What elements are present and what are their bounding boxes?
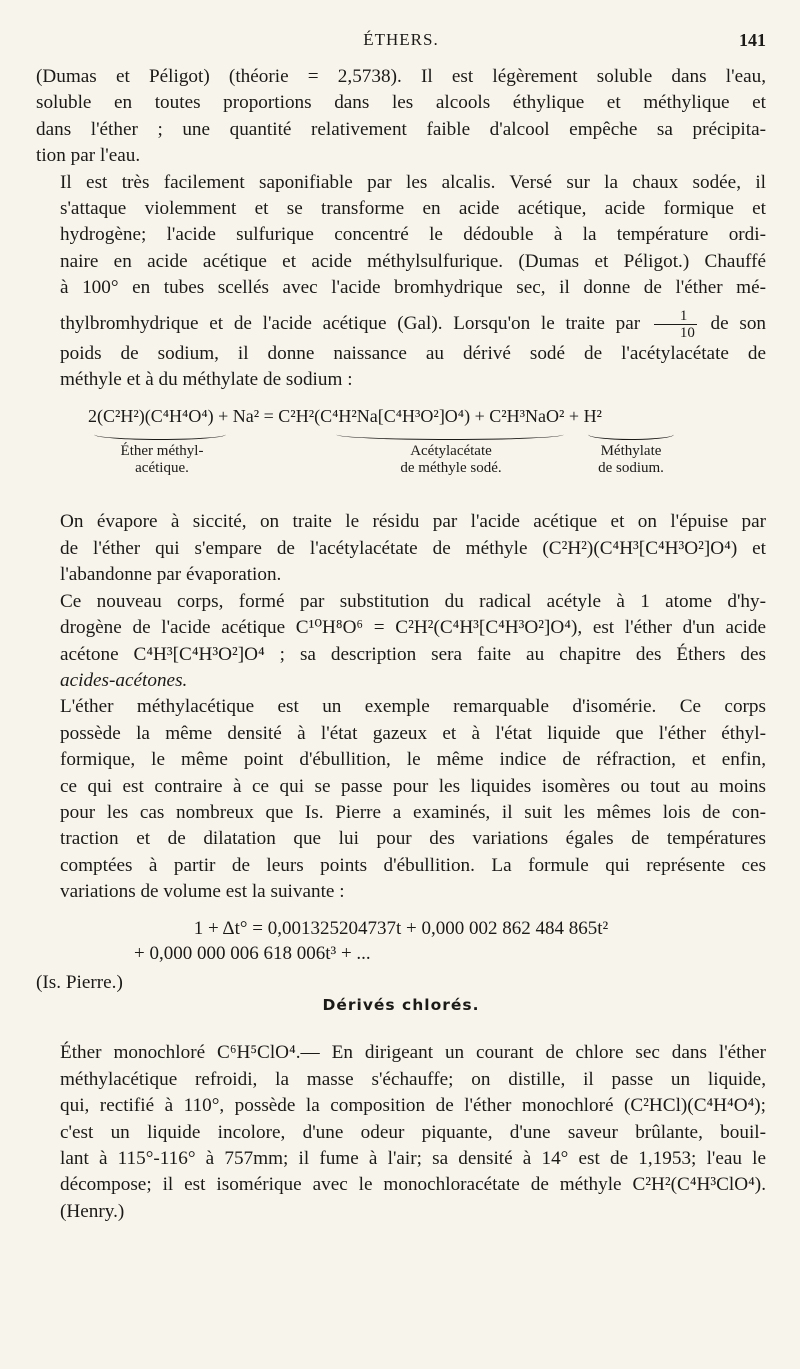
text-line: drogène de l'acide acétique C¹⁰H⁸O⁶ = C²H²(C⁴H³[C⁴H³O²]O⁴), est l'éther d'un acide (60, 617, 766, 639)
label-line: Méthylate (600, 443, 662, 460)
text-line: naire en acide acétique et acide méthylsulfurique. (Dumas et Péligot.) Chauffé (60, 250, 766, 272)
text-line: à 100° en tubes scellés avec l'acide bromhydrique sec, il donne de l'éther mé- (60, 277, 766, 299)
paragraph-3 (36, 509, 766, 588)
text-fragment: de son (710, 312, 767, 334)
text-line: méthyle et à du méthylate de sodium : (60, 369, 353, 391)
text-line: de l'éther qui s'empare de l'acétylacétate de méthyle (C²H²)(C⁴H³[C⁴H³O²]O⁴) et (60, 537, 766, 559)
equation-line: 2(C²H²)(C⁴H⁴O⁴) + Na² = C²H²(C⁴H²Na[C⁴H³O²]O⁴) + C²H³NaO² + H² (88, 406, 602, 427)
brace (94, 429, 226, 440)
volume-formula-line-1: 1 + Δt° = 0,001325204737t + 0,000 002 862 484 865t² (193, 917, 609, 939)
paragraph-4 (36, 589, 766, 695)
text-line: possède la même densité à l'état gazeux et à l'état liquide que l'éther éthyl- (60, 722, 766, 744)
text-line: méthylacétique refroidi, la masse s'échauffe; on distille, il passe un liquide, (60, 1068, 766, 1090)
paragraph-5 (36, 694, 766, 905)
text-line (36, 668, 766, 694)
page-body (36, 64, 766, 1225)
text-line: hydrogène; l'acide sulfurique concentré le dédouble à la température ordi- (60, 224, 766, 246)
label-line: acétique. (135, 460, 189, 477)
section-title: Dérivés chlorés. (322, 995, 480, 1014)
text-line: (Henry.) (60, 1200, 125, 1222)
text-line: On évapore à siccité, on traite le résidu par l'acide acétique et on l'épuise par (60, 511, 766, 533)
text-line: (Dumas et Péligot) (théorie = 2,5738). Il est légèrement soluble dans l'eau, (36, 66, 766, 87)
label-line: de sodium. (598, 460, 664, 477)
page-header (36, 30, 766, 56)
text-line: Il est très facilement saponifiable par les alcalis. Versé sur la chaux sodée, il (60, 171, 766, 193)
running-title: ÉTHERS. (363, 30, 439, 49)
text-line: comptées à partir de leurs points d'ébullition. La formule qui représente ces (60, 854, 766, 876)
text-line: s'attaque violemment et se transforme en acide acétique, acide formique et (60, 198, 766, 220)
text-line: Éther monochloré C⁶H⁵ClO⁴.— En dirigeant un courant de chlore sec dans l'éther (60, 1042, 766, 1064)
paragraph-1 (36, 64, 766, 170)
text-line: décompose; il est isomérique avec le monochloracétate de méthyle C²H²(C⁴H³ClO⁴). (60, 1174, 766, 1196)
italic-text: acides-acétones. (60, 669, 188, 691)
text-line: ce qui est contraire à ce qui se passe pour les liquides isomères ou tout au moins (60, 775, 766, 797)
text-line: L'éther méthylacétique est un exemple remarquable d'isomérie. Ce corps (60, 696, 766, 718)
volume-formula-line-2: + 0,000 000 006 618 006t³ + ... (134, 942, 371, 964)
brace (588, 429, 674, 440)
label-line: de méthyle sodé. (400, 460, 502, 477)
text-line: poids de sodium, il donne naissance au dérivé sodé de l'acétylacétate de (60, 342, 766, 364)
label-line: Acétylacétate (410, 443, 492, 460)
label-line: Éther méthyl- (120, 443, 204, 460)
text-line: pour les cas nombreux que Is. Pierre a examinés, il suit les mêmes lois de con- (60, 801, 766, 823)
text-line-with-fraction (36, 308, 766, 341)
paragraph-6 (36, 1040, 766, 1225)
fraction-numerator: 1 (679, 307, 688, 324)
text-line: Ce nouveau corps, formé par substitution du radical acétyle à 1 atome d'hy- (60, 590, 766, 612)
fraction-denominator: 10 (654, 324, 697, 341)
text-line: qui, rectifié à 110°, possède la composition de l'éther monochloré (C²HCl)(C⁴H⁴O⁴); (60, 1095, 766, 1117)
formula-author: (Is. Pierre.) (36, 971, 123, 993)
paragraph-2 (36, 170, 766, 394)
brace (336, 429, 564, 440)
text-line: lant à 115°-116° à 757mm; il fume à l'air; sa densité à 14° est de 1,1953; l'eau le (60, 1148, 766, 1169)
text-line: acétone C⁴H³[C⁴H³O²]O⁴ ; sa description sera faite au chapitre des Éthers des (60, 643, 766, 665)
text-line: soluble en toutes proportions dans les alcools éthylique et méthylique et (36, 92, 766, 114)
text-line: c'est un liquide incolore, d'une odeur piquante, d'une saveur brûlante, bouil- (60, 1121, 766, 1143)
equation-label (356, 443, 546, 477)
text-line: l'abandonne par évaporation. (60, 564, 282, 586)
text-fragment: thylbromhydrique et de l'acide acétique (Gal). Lorsqu'on le traite par (60, 312, 641, 334)
text-line: formique, le même point d'ébullition, le même indice de réfraction, et enfin, (60, 749, 766, 771)
page-number: 141 (739, 30, 766, 50)
text-line: traction et de dilatation que lui pour des variations égales de températures (60, 828, 766, 850)
text-line: dans l'éther ; une quantité relativement faible d'alcool empêche sa précipita- (36, 118, 766, 140)
equation-label (92, 443, 232, 477)
fraction (654, 308, 697, 341)
chemical-equation (36, 399, 766, 505)
equation-label (566, 443, 696, 477)
text-line: tion par l'eau. (36, 145, 141, 167)
text-line: variations de volume est la suivante : (60, 881, 345, 903)
